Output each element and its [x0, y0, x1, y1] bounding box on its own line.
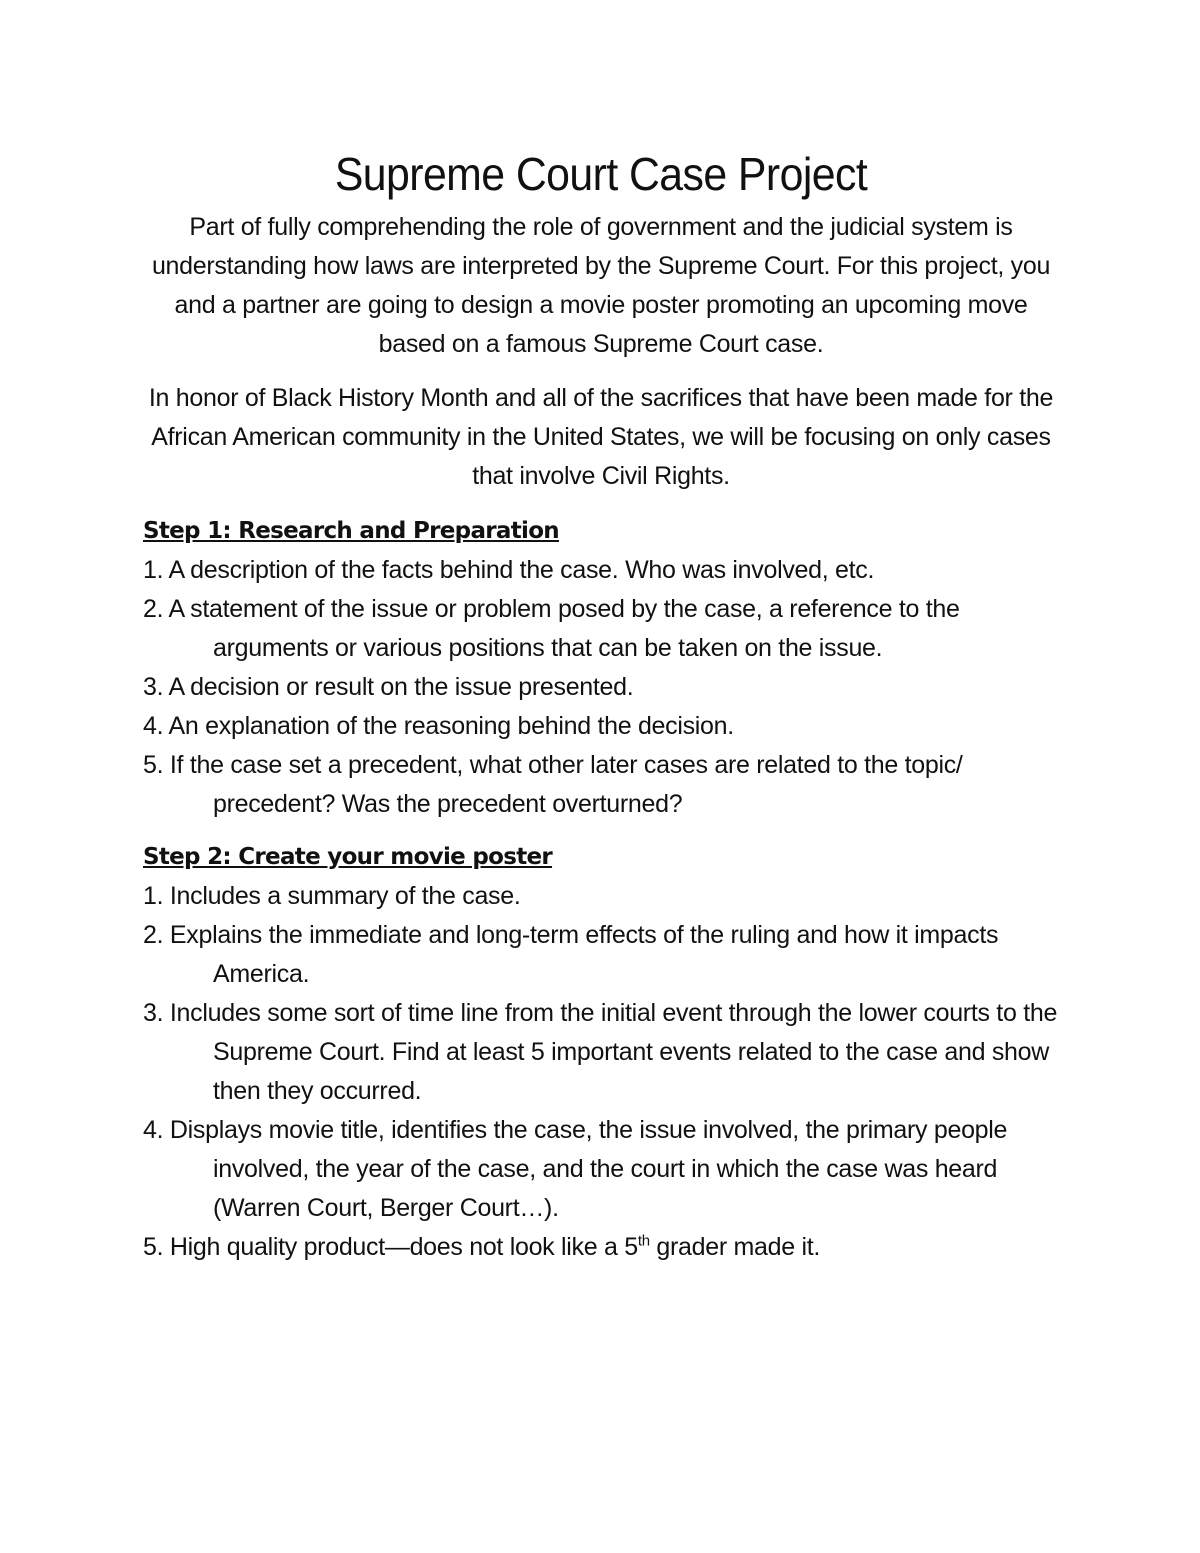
list-number: 1. [143, 556, 164, 584]
list-item-text: Explains the immediate and long-term effects of the ruling and how it impacts America. [169, 921, 999, 988]
list-item-text: A decision or result on the issue presented. [168, 673, 634, 701]
list-number: 3. [143, 999, 164, 1027]
list-item [143, 877, 1059, 916]
list-item-text: Includes a summary of the case. [169, 882, 521, 910]
list-number: 5. [143, 1233, 164, 1261]
black-history-paragraph: In honor of Black History Month and all of the sacrifices that have been made for the African American community in the United States, we will be focusing on only cases that involve Civil Rights. [148, 384, 1054, 490]
list-item [143, 668, 1059, 707]
list-item-text-before: High quality product—does not look like a 5 [169, 1233, 638, 1261]
list-item-text: A description of the facts behind the case. Who was involved, etc. [168, 556, 875, 584]
list-number: 4. [143, 1116, 164, 1144]
intro-paragraph: Part of fully comprehending the role of government and the judicial system is understanding how laws are interpreted by the Supreme Court. For this project, you and a partner are going to design a movie poster promoting an upcoming move based on a famous Supreme Court case. [151, 213, 1051, 358]
list-item-text: A statement of the issue or problem posed by the case, a reference to the arguments or various positions that can be taken on the issue. [168, 595, 960, 662]
list-item-text: Includes some sort of time line from the initial event through the lower courts to the Supreme Court. Find at least 5 important events related to the case and show then they occurred. [169, 999, 1058, 1105]
list-number: 4. [143, 712, 164, 740]
list-item-text: An explanation of the reasoning behind the decision. [168, 712, 734, 740]
list-number: 5. [143, 751, 164, 779]
list-item [143, 590, 1059, 668]
list-number: 2. [143, 921, 164, 949]
list-number: 1. [143, 882, 164, 910]
list-item [143, 916, 1059, 994]
document-content [143, 146, 1059, 1267]
list-number: 2. [143, 595, 164, 623]
step-1-list [143, 551, 1059, 824]
list-number: 3. [143, 673, 164, 701]
step-1-heading: Step 1: Research and Preparation [143, 518, 559, 544]
list-item-text: If the case set a precedent, what other later cases are related to the topic/ precedent? Was the precedent overturned? [169, 751, 963, 818]
list-item [143, 1228, 1059, 1267]
list-item [143, 707, 1059, 746]
list-item [143, 994, 1059, 1111]
document-title: Supreme Court Case Project [334, 148, 868, 200]
list-item [143, 551, 1059, 590]
list-item [143, 1111, 1059, 1228]
step-2-heading: Step 2: Create your movie poster [143, 844, 553, 870]
list-item-text: Displays movie title, identifies the case, the issue involved, the primary people involved, the year of the case, and the court in which the case was heard (Warren Court, Berger Court…). [169, 1116, 1008, 1222]
step-2-list [143, 877, 1059, 1267]
list-item [143, 746, 1059, 824]
superscript: th [637, 1232, 650, 1250]
list-item-text-after: grader made it. [649, 1233, 821, 1261]
